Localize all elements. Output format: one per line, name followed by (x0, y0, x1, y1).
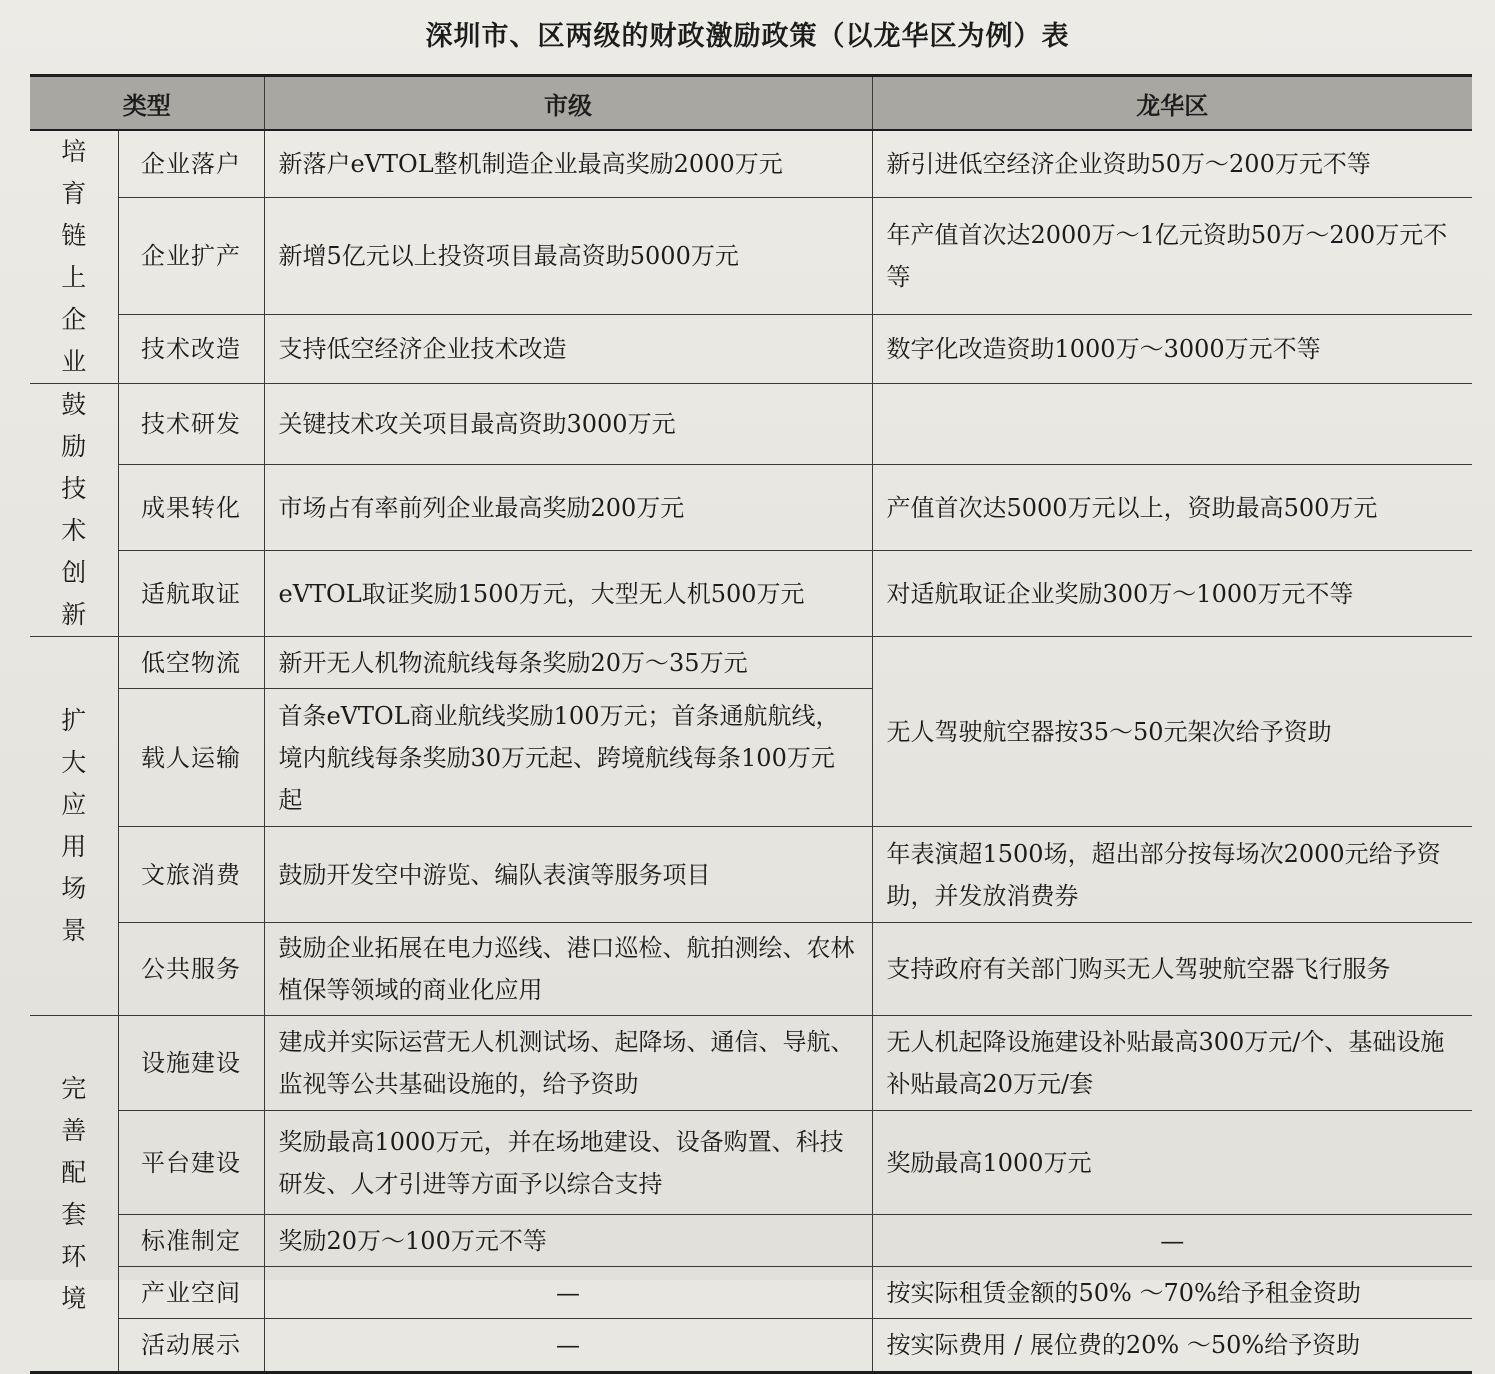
table-row (30, 465, 1472, 551)
group-label: 完善配套环境 (61, 1073, 87, 1313)
table-row (30, 130, 1472, 197)
table-row (30, 1215, 1472, 1267)
city-cell: 支持低空经济企业技术改造 (264, 315, 872, 384)
group-label: 扩大应用场景 (61, 706, 87, 945)
city-cell: 建成并实际运营无人机测试场、起降场、通信、导航、监视等公共基础设施的，给予资助 (264, 1016, 872, 1111)
district-cell (872, 384, 1472, 465)
group-cell (30, 1016, 118, 1373)
header-row (30, 76, 1472, 131)
city-cell: 鼓励企业拓展在电力巡线、港口巡检、航拍测绘、农林植保等领域的商业化应用 (264, 923, 872, 1016)
subtype-cell: 企业扩产 (118, 197, 264, 315)
table-row (30, 1111, 1472, 1215)
city-cell: 新增5亿元以上投资项目最高资助5000万元 (264, 197, 872, 315)
group-label: 培育链上企业 (61, 137, 87, 376)
subtype-cell: 适航取证 (118, 551, 264, 637)
subtype-cell: 设施建设 (118, 1016, 264, 1111)
city-cell: 奖励20万～100万元不等 (264, 1215, 872, 1267)
group-cell (30, 130, 118, 384)
group-cell (30, 384, 118, 637)
table-row (30, 315, 1472, 384)
header-district: 龙华区 (872, 76, 1472, 131)
subtype-cell: 技术研发 (118, 384, 264, 465)
district-cell: 数字化改造资助1000万～3000万元不等 (872, 315, 1472, 384)
district-cell: 按实际租赁金额的50% ～70%给予租金资助 (872, 1267, 1472, 1319)
district-cell: — (872, 1215, 1472, 1267)
subtype-cell: 文旅消费 (118, 827, 264, 923)
group-label: 鼓励技术创新 (61, 390, 87, 629)
table-row (30, 197, 1472, 315)
city-cell: — (264, 1319, 872, 1373)
city-cell: 首条eVTOL商业航线奖励100万元；首条通航航线，境内航线每条奖励30万元起、跨境航线每条100万元起 (264, 689, 872, 827)
subtype-cell: 平台建设 (118, 1111, 264, 1215)
subtype-cell: 产业空间 (118, 1267, 264, 1319)
table-row (30, 827, 1472, 923)
subtype-cell: 企业落户 (118, 130, 264, 197)
subtype-cell: 成果转化 (118, 465, 264, 551)
table-row (30, 384, 1472, 465)
subtype-cell: 载人运输 (118, 689, 264, 827)
table-row (30, 1267, 1472, 1319)
table-row (30, 637, 1472, 689)
city-cell: — (264, 1267, 872, 1319)
city-cell: eVTOL取证奖励1500万元，大型无人机500万元 (264, 551, 872, 637)
district-cell: 对适航取证企业奖励300万～1000万元不等 (872, 551, 1472, 637)
district-cell: 年表演超1500场，超出部分按每场次2000元给予资助，并发放消费券 (872, 827, 1472, 923)
group-cell (30, 637, 118, 1016)
subtype-cell: 活动展示 (118, 1319, 264, 1373)
subtype-cell: 低空物流 (118, 637, 264, 689)
city-cell: 新落户eVTOL整机制造企业最高奖励2000万元 (264, 130, 872, 197)
district-cell: 无人机起降设施建设补贴最高300万元/个、基础设施补贴最高20万元/套 (872, 1016, 1472, 1111)
table-row (30, 1016, 1472, 1111)
city-cell: 市场占有率前列企业最高奖励200万元 (264, 465, 872, 551)
table-row (30, 551, 1472, 637)
table-row (30, 923, 1472, 1016)
district-cell: 无人驾驶航空器按35～50元架次给予资助 (872, 637, 1472, 827)
district-cell: 年产值首次达2000万～1亿元资助50万～200万元不等 (872, 197, 1472, 315)
table-title: 深圳市、区两级的财政激励政策（以龙华区为例）表 (425, 21, 1070, 52)
district-cell: 按实际费用 / 展位费的20% ～50%给予资助 (872, 1319, 1472, 1373)
header-city: 市级 (264, 76, 872, 131)
district-cell: 新引进低空经济企业资助50万～200万元不等 (872, 130, 1472, 197)
table-row (30, 1319, 1472, 1373)
city-cell: 关键技术攻关项目最高资助3000万元 (264, 384, 872, 465)
city-cell: 新开无人机物流航线每条奖励20万～35万元 (264, 637, 872, 689)
city-cell: 鼓励开发空中游览、编队表演等服务项目 (264, 827, 872, 923)
header-type: 类型 (30, 76, 264, 131)
district-cell: 支持政府有关部门购买无人驾驶航空器飞行服务 (872, 923, 1472, 1016)
district-cell: 产值首次达5000万元以上，资助最高500万元 (872, 465, 1472, 551)
subtype-cell: 公共服务 (118, 923, 264, 1016)
policy-table (30, 74, 1472, 1374)
subtype-cell: 技术改造 (118, 315, 264, 384)
district-cell: 奖励最高1000万元 (872, 1111, 1472, 1215)
city-cell: 奖励最高1000万元，并在场地建设、设备购置、科技研发、人才引进等方面予以综合支持 (264, 1111, 872, 1215)
subtype-cell: 标准制定 (118, 1215, 264, 1267)
